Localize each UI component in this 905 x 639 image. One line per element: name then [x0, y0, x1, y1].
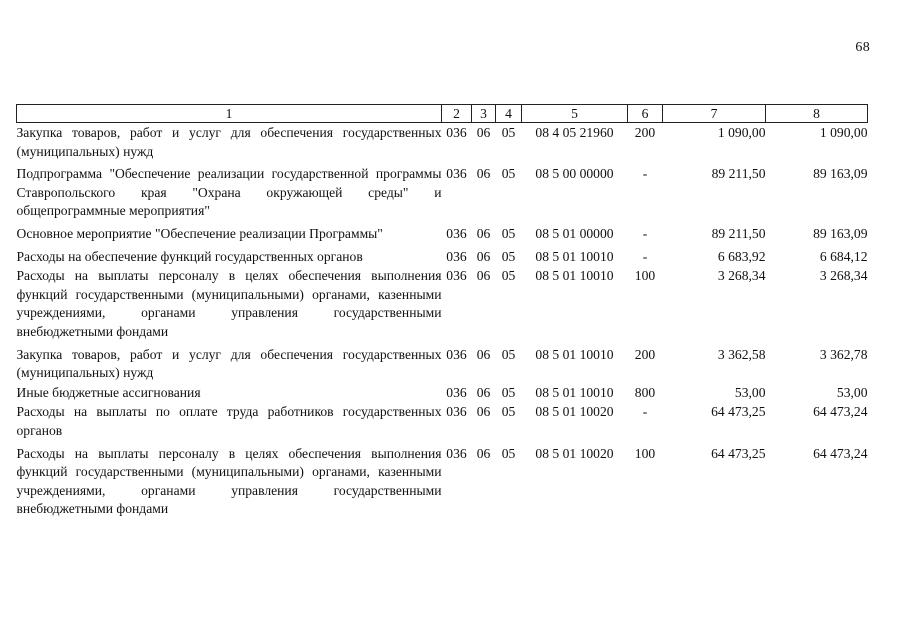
subsection-code: 05: [501, 268, 516, 284]
target-article-code: 08 5 01 00000: [535, 225, 614, 241]
section-code: 06: [476, 384, 491, 400]
subsection-code: 05: [501, 166, 516, 182]
target-article-code: 08 5 01 10020: [535, 445, 614, 461]
subsection-code: 05: [501, 404, 516, 420]
target-article-code: 08 5 01 10020: [535, 404, 614, 420]
ministry-code: 036: [446, 166, 467, 182]
expense-type-code: 100: [634, 268, 656, 284]
table-row: [17, 266, 868, 344]
target-article-code: 08 5 01 10010: [535, 346, 614, 362]
row-description: Закупка товаров, работ и услуг для обеспечения государственных (муниципальных) нужд: [16, 346, 442, 381]
amount-col8: 89 163,09: [813, 225, 868, 241]
subsection-code: 05: [501, 225, 516, 241]
page-number: 68: [855, 40, 870, 55]
amount-col7: 3 268,34: [717, 268, 766, 284]
section-code: 06: [476, 248, 491, 264]
subsection-code: 05: [501, 248, 516, 264]
expense-type-code: -: [642, 225, 648, 241]
header-cell-1: 1: [17, 105, 442, 123]
ministry-code: 036: [446, 225, 467, 241]
expense-type-code: -: [642, 404, 648, 420]
amount-col7: 64 473,25: [711, 445, 766, 461]
header-cell-8: 8: [766, 105, 868, 123]
budget-table: [16, 104, 868, 519]
ministry-code: 036: [446, 248, 467, 264]
expense-type-code: 200: [634, 125, 656, 140]
amount-col7: 89 211,50: [711, 166, 766, 182]
table-row: [17, 444, 868, 519]
amount-col8: 1 090,00: [819, 125, 868, 140]
table-row: [17, 164, 868, 224]
table-row: [17, 247, 868, 267]
amount-col7: 64 473,25: [711, 404, 766, 420]
row-description: Закупка товаров, работ и услуг для обеспечения государственных (муниципальных) нужд: [16, 125, 442, 159]
expense-type-code: -: [642, 248, 648, 264]
section-code: 06: [476, 225, 491, 241]
row-description: Подпрограмма "Обеспечение реализации государственной программы Ставропольского края "Охрана окружающей среды" и общепрограммные мероприятия": [16, 166, 442, 219]
amount-col7: 89 211,50: [711, 225, 766, 241]
header-cell-4: 4: [496, 105, 522, 123]
section-code: 06: [476, 404, 491, 420]
target-article-code: 08 4 05 21960: [535, 125, 614, 140]
row-description: Расходы на выплаты по оплате труда работников государственных органов: [16, 404, 442, 438]
amount-col8: 3 268,34: [819, 268, 868, 284]
ministry-code: 036: [446, 404, 467, 420]
row-description: Основное мероприятие "Обеспечение реализации Программы": [16, 225, 383, 241]
table-row: [17, 383, 868, 403]
table-row: [17, 224, 868, 247]
header-cell-3: 3: [472, 105, 496, 123]
header-row: [17, 105, 868, 123]
target-article-code: 08 5 01 10010: [535, 268, 614, 284]
ministry-code: 036: [446, 268, 467, 284]
amount-col7: 6 683,92: [717, 248, 766, 264]
section-code: 06: [476, 268, 491, 284]
table-row: [17, 345, 868, 383]
row-description: Расходы на обеспечение функций государственных органов: [16, 248, 363, 264]
target-article-code: 08 5 01 10010: [535, 248, 614, 264]
ministry-code: 036: [446, 384, 467, 400]
amount-col8: 64 473,24: [813, 445, 868, 461]
table-row: [17, 402, 868, 443]
amount-col8: 6 684,12: [819, 248, 868, 264]
ministry-code: 036: [446, 445, 467, 461]
table-row: [17, 123, 868, 165]
subsection-code: 05: [501, 384, 516, 400]
amount-col8: 53,00: [836, 384, 868, 400]
amount-col7: 1 090,00: [717, 125, 766, 140]
expense-type-code: -: [642, 166, 648, 182]
section-code: 06: [476, 166, 491, 182]
expense-type-code: 100: [634, 445, 656, 461]
section-code: 06: [476, 445, 491, 461]
ministry-code: 036: [446, 346, 467, 362]
section-code: 06: [476, 346, 491, 362]
row-description: Расходы на выплаты персоналу в целях обеспечения выполнения функций государственными (муниципальными) органами, казенными учреждениями, органами управления государственными внебюджетными фондами: [16, 445, 442, 517]
amount-col7: 3 362,58: [717, 346, 766, 362]
expense-type-code: 200: [634, 346, 656, 362]
target-article-code: 08 5 00 00000: [535, 166, 614, 182]
row-description: Иные бюджетные ассигнования: [16, 384, 201, 400]
subsection-code: 05: [501, 445, 516, 461]
expense-type-code: 800: [634, 384, 656, 400]
amount-col7: 53,00: [734, 384, 766, 400]
ministry-code: 036: [446, 125, 467, 140]
subsection-code: 05: [501, 125, 516, 140]
section-code: 06: [476, 125, 491, 140]
header-cell-6: 6: [628, 105, 663, 123]
row-description: Расходы на выплаты персоналу в целях обеспечения выполнения функций государственными (муниципальными) органами, казенными учреждениями, органами управления государственными внебюджетными фондами: [16, 268, 442, 339]
subsection-code: 05: [501, 346, 516, 362]
header-cell-5: 5: [522, 105, 628, 123]
target-article-code: 08 5 01 10010: [535, 384, 614, 400]
amount-col8: 3 362,78: [819, 346, 868, 362]
header-cell-7: 7: [663, 105, 766, 123]
amount-col8: 64 473,24: [813, 404, 868, 420]
header-cell-2: 2: [442, 105, 472, 123]
amount-col8: 89 163,09: [813, 166, 868, 182]
